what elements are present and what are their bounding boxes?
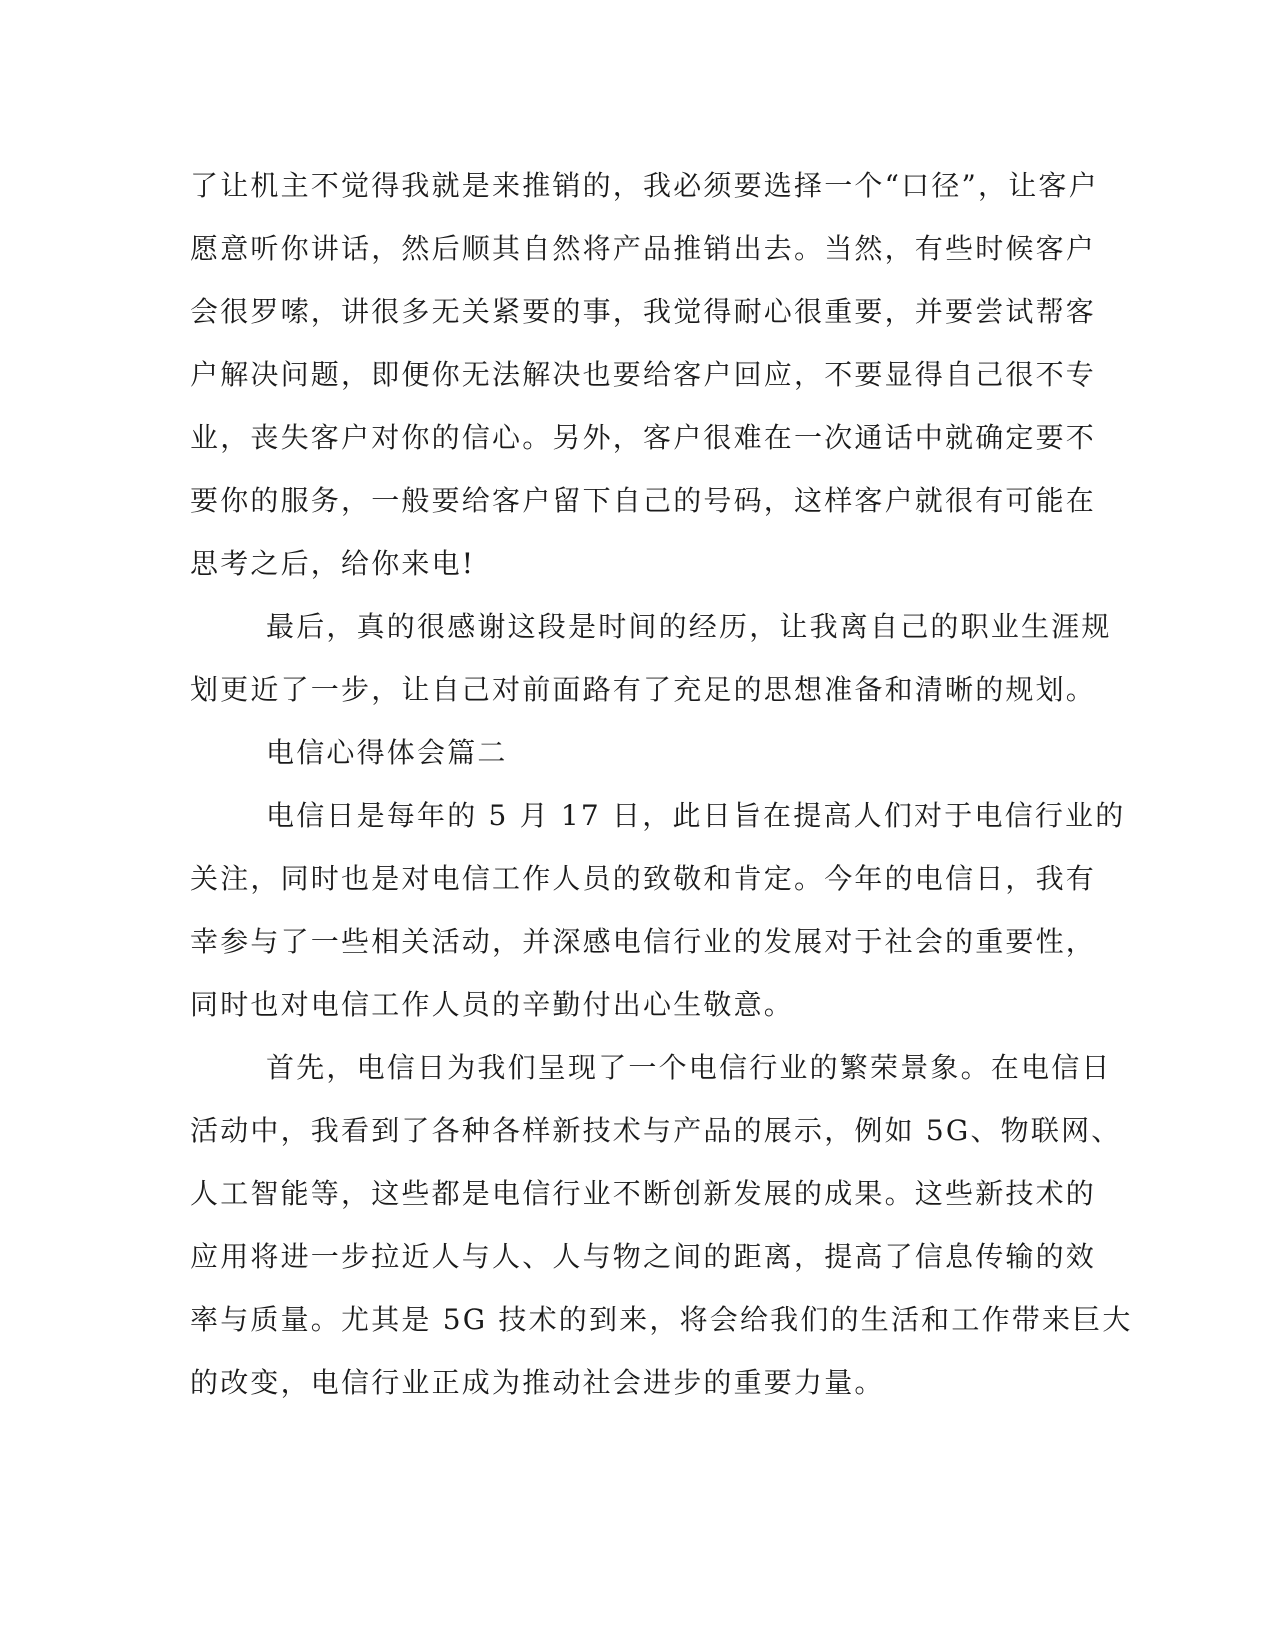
text-line: 了让机主不觉得我就是来推销的，我必须要选择一个“口径”，让客户 — [190, 169, 1099, 202]
text-line: 同时也对电信工作人员的辛勤付出心生敬意。 — [190, 988, 795, 1021]
text-line: 会很罗嗦，讲很多无关紧要的事，我觉得耐心很重要，并要尝试帮客 — [190, 295, 1097, 328]
text-line: 思考之后，给你来电! — [190, 547, 476, 580]
text-line: 活动中，我看到了各种各样新技术与产品的展示，例如 5G、物联网、 — [190, 1114, 1122, 1147]
heading-text: 电信心得体会篇二 — [266, 736, 508, 769]
text-line: 人工智能等，这些都是电信行业不断创新发展的成果。这些新技术的 — [190, 1177, 1097, 1210]
text-line: 愿意听你讲话，然后顺其自然将产品推销出去。当然，有些时候客户 — [190, 232, 1097, 265]
text-line: 率与质量。尤其是 5G 技术的到来，将会给我们的生活和工作带来巨大 — [190, 1303, 1133, 1336]
text-line: 户解决问题，即便你无法解决也要给客户回应，不要显得自己很不专 — [190, 358, 1097, 391]
document-body — [190, 154, 1133, 1414]
text-line: 电信日是每年的 5 月 17 日，此日旨在提高人们对于电信行业的 — [266, 799, 1126, 832]
paragraph-continuation — [190, 154, 1099, 595]
text-line: 的改变，电信行业正成为推动社会进步的重要力量。 — [190, 1366, 885, 1399]
text-line: 最后，真的很感谢这段是时间的经历，让我离自己的职业生涯规 — [266, 610, 1112, 643]
text-line: 要你的服务，一般要给客户留下自己的号码，这样客户就很有可能在 — [190, 484, 1097, 517]
text-line: 划更近了一步，让自己对前面路有了充足的思想准备和清晰的规划。 — [190, 673, 1097, 706]
text-line: 首先，电信日为我们呈现了一个电信行业的繁荣景象。在电信日 — [266, 1051, 1112, 1084]
paragraph-first-point — [190, 1036, 1133, 1414]
text-line: 业，丧失客户对你的信心。另外，客户很难在一次通话中就确定要不 — [190, 421, 1097, 454]
section-heading — [190, 721, 1090, 784]
paragraph-intro — [190, 784, 1126, 1036]
text-line: 关注，同时也是对电信工作人员的致敬和肯定。今年的电信日，我有 — [190, 862, 1097, 895]
text-line: 幸参与了一些相关活动，并深感电信行业的发展对于社会的重要性， — [190, 925, 1097, 958]
paragraph-conclusion — [190, 595, 1112, 721]
text-line: 应用将进一步拉近人与人、人与物之间的距离，提高了信息传输的效 — [190, 1240, 1097, 1273]
